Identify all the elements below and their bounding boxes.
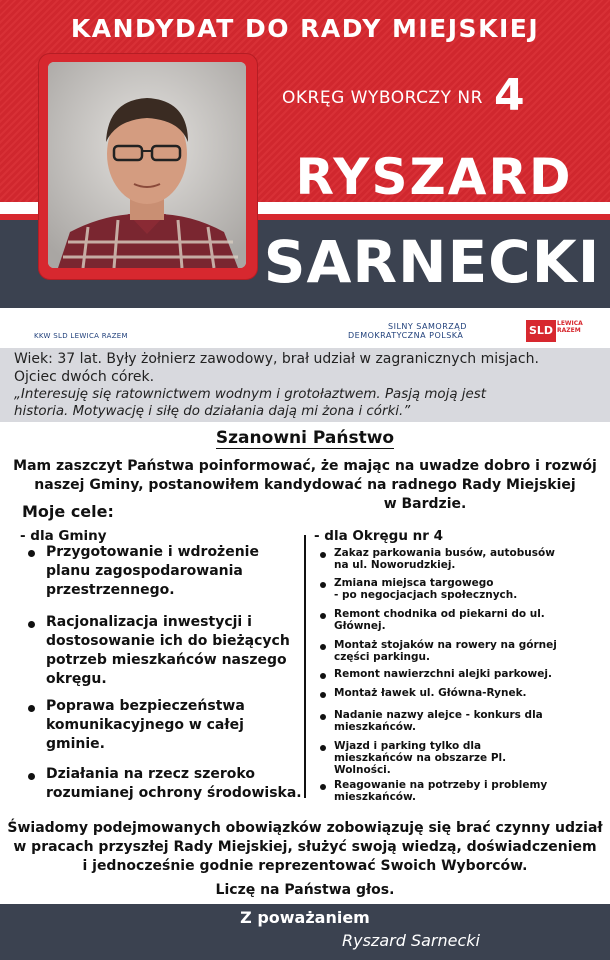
right-item-6-line: Montaż ławek ul. Główna-Rynek. [334,687,527,699]
candidate-photo [48,62,246,268]
bio-line-1: Wiek: 37 lat. Były żołnierz zawodowy, brał udział w zagranicznych misjach. [14,351,539,367]
left-bullet [28,705,35,712]
intro-line-2: naszej Gminy, postanowiłem kandydować na radnego Rady Miejskiej [34,477,576,493]
greeting-text: Szanowni Państwo [215,428,395,448]
closing-line-3: i jednocześnie godnie reprezentować Swoich Wyborców. [82,858,528,874]
left-item-2 [46,613,290,689]
right-item-8 [334,740,506,776]
left-column-heading: - dla Gminy [20,528,107,544]
right-bullet [320,613,326,619]
left-item-3-line: gminie. [46,736,105,752]
right-item-8-line: Wjazd i parking tylko dla [334,740,482,752]
left-item-1-line: planu zagospodarowania [46,563,243,579]
right-item-2-line: Zmiana miejsca targowego [334,577,494,589]
left-item-2-line: okręgu. [46,671,107,687]
left-bullet [28,621,35,628]
left-item-4 [46,765,302,803]
goals-heading: Moje cele: [22,502,114,521]
bio-quote-line-2: historia. Motywację i siłę do działania dają mi żona i córki.” [14,404,411,419]
left-item-1 [46,543,259,600]
sld-tag-line1: LEWICA [557,320,583,327]
right-item-8-line: mieszkańców na obszarze Pl. [334,752,507,764]
right-item-9-line: Reagowanie na potrzeby i problemy [334,779,548,791]
right-item-4-line: Montaż stojaków na rowery na górnej [334,639,557,651]
right-item-6 [334,687,527,699]
left-item-2-line: dostosowanie ich do bieżących [46,633,290,649]
signature-text: Ryszard Sarnecki [342,931,480,950]
silny-line1: SILNY SAMORZĄD [388,322,467,331]
right-item-4-line: części parkingu. [334,651,431,663]
right-bullet [320,552,326,558]
right-item-9-line: mieszkańców. [334,791,417,803]
left-item-4-line: Działania na rzecz szeroko [46,766,255,782]
right-item-2-line: - po negocjacjach społecznych. [334,589,518,601]
greeting-heading [0,428,610,448]
right-item-1-line: na ul. Noworudzkiej. [334,559,456,571]
intro-line-1: Mam zaszczyt Państwa poinformować, że mając na uwadze dobro i rozwój [13,458,597,474]
right-item-2 [334,577,517,601]
left-item-2-line: potrzeb mieszkańców naszego [46,652,287,668]
left-item-4-line: rozumianej ochrony środowiska. [46,785,302,801]
sld-tag-line2: RAZEM [557,327,581,334]
district-number: 4 [494,70,525,121]
right-item-7-line: Nadanie nazwy alejce - konkurs dla [334,709,543,721]
closing-line-1: Świadomy podejmowanych obowiązków zobowiązuję się brać czynny udział [7,820,603,836]
right-bullet [320,745,326,751]
right-bullet [320,673,326,679]
right-item-5 [334,668,552,680]
left-item-1-line: przestrzennego. [46,582,175,598]
left-item-3 [46,697,245,754]
bio-quote-line-1: „Interesuję się ratownictwem wodnym i grotołaztwem. Pasją moją jest [14,387,486,402]
sld-logo: SLD [526,320,556,342]
right-item-1 [334,547,555,571]
right-bullet [320,784,326,790]
right-item-4 [334,639,557,663]
sld-logo-tag [557,320,583,334]
right-item-1-line: Zakaz parkowania busów, autobusów [334,547,555,559]
right-bullet [320,692,326,698]
left-item-3-line: komunikacyjnego w całej [46,717,244,733]
right-bullet [320,714,326,720]
right-column-heading: - dla Okręgu nr 4 [314,528,444,544]
right-item-8-line: Wolności. [334,764,391,776]
silny-line2: DEMOKRATYCZNA POLSKA [348,331,464,340]
left-item-1-line: Przygotowanie i wdrożenie [46,544,259,560]
kkw-logo-text: KKW SLD LEWICA RAZEM [34,332,128,340]
intro-line-3: w Bardzie. [383,496,467,512]
column-divider [304,535,306,798]
district-label: OKRĘG WYBORCZY NR [282,88,483,108]
closing-line-2: w pracach przyszłej Rady Miejskiej, służyć swoją wiedzą, doświadczeniem [13,839,597,855]
bio-line-2: Ojciec dwóch córek. [14,369,155,385]
right-item-3 [334,608,545,632]
right-bullet [320,582,326,588]
candidate-portrait-icon [48,62,246,268]
right-item-3-line: Remont chodnika od piekarni do ul. [334,608,545,620]
left-bullet [28,773,35,780]
left-bullet [28,550,35,557]
right-item-7-line: mieszkańców. [334,721,417,733]
page-title: KANDYDAT DO RADY MIEJSKIEJ [70,14,540,43]
left-item-2-line: Racjonalizacja inwestycji i [46,614,252,630]
regards-text: Z poważaniem [240,908,370,927]
right-item-3-line: Głównej. [334,620,386,632]
right-item-7 [334,709,543,733]
candidate-first-name: RYSZARD [295,148,573,206]
right-item-9 [334,779,547,803]
right-item-5-line: Remont nawierzchni alejki parkowej. [334,668,552,680]
candidate-last-name: SARNECKI [263,228,601,296]
silny-samorzad-logo [348,322,488,340]
left-item-3-line: Poprawa bezpieczeństwa [46,698,245,714]
right-bullet [320,644,326,650]
closing-ask: Liczę na Państwa głos. [215,882,395,898]
